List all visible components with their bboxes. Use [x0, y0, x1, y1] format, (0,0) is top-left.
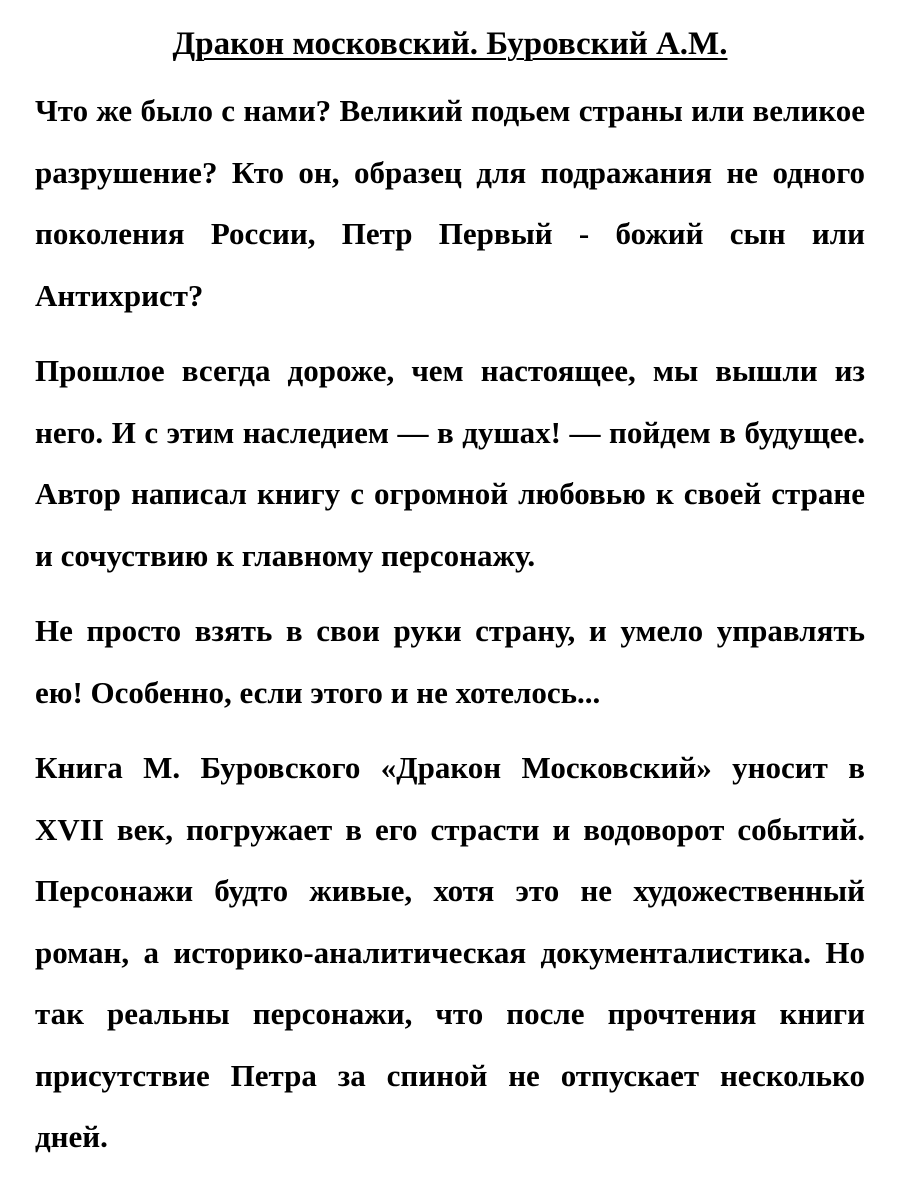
paragraph-4: Книга М. Буровского «Дракон Московский» уносит в XVII век, погружает в его страсти и водоворот событий. Персонажи будто живые, хотя это не художественный роман, а историко-аналитическая документалистика. Но так реальны персонажи, что после прочтения книги присутствие Петра за спиной не отпускает несколько дней.: [35, 750, 865, 1154]
paragraph-3: Не просто взять в свои руки страну, и умело управлять ею! Особенно, если этого и не хотелось...: [35, 613, 865, 710]
document-title: Дракон московский. Буровский А.М.: [172, 26, 728, 62]
paragraph-2: Прошлое всегда дороже, чем настоящее, мы вышли из него. И с этим наследием — в душах! — пойдем в будущее. Автор написал книгу с огромной любовью к своей стране и сочуствию к главному персонажу.: [35, 353, 865, 573]
paragraph-1: Что же было с нами? Великий подьем страны или великое разрушение? Кто он, образец для подражания не одного поколения России, Петр Первый - божий сын или Антихрист?: [35, 93, 865, 313]
